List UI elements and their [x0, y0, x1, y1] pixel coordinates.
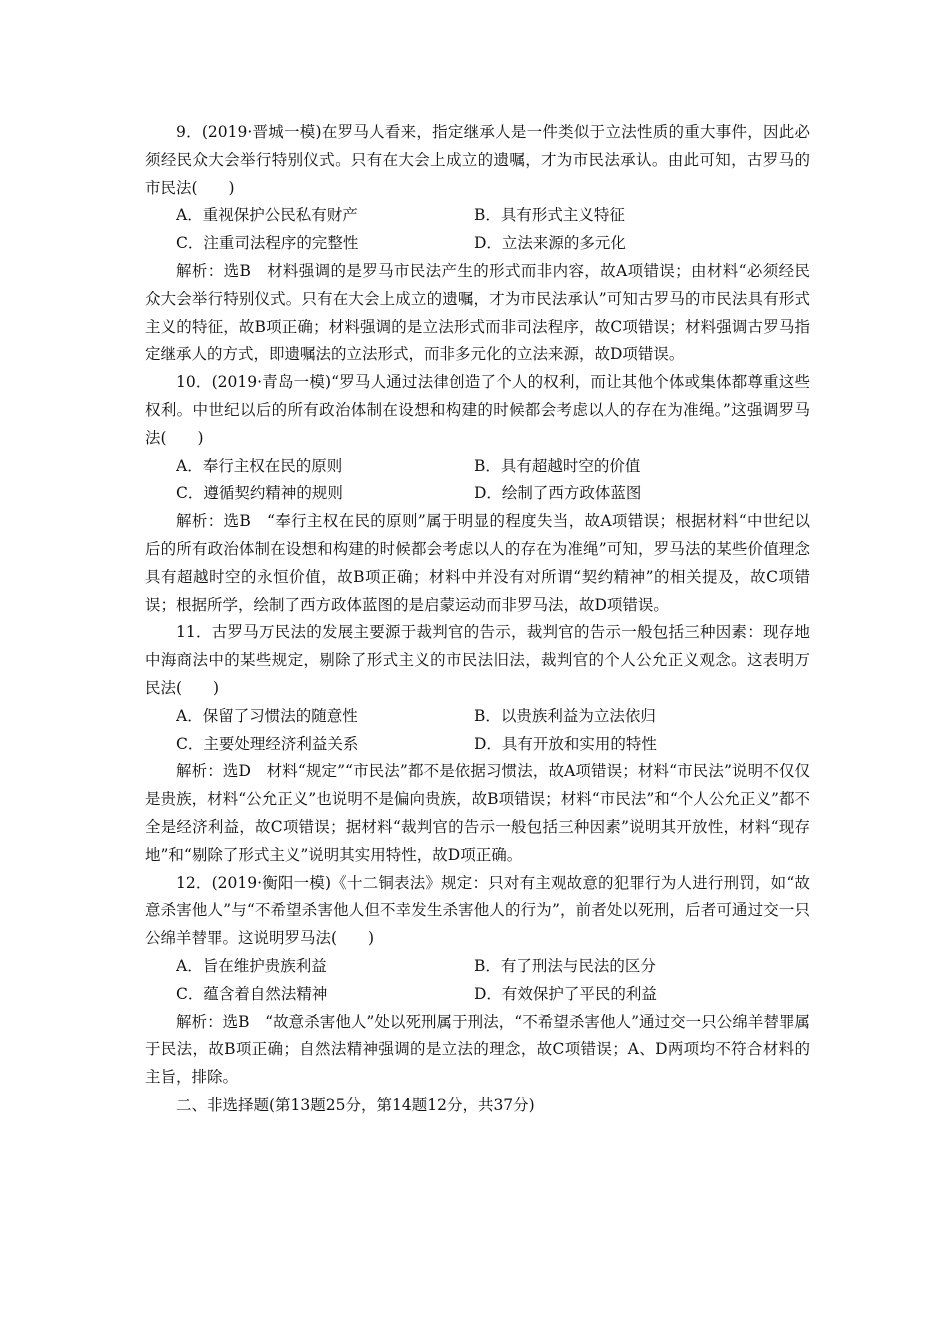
option-d: D．立法来源的多元化 — [474, 234, 626, 253]
option-c: C．主要处理经济利益关系 — [176, 734, 359, 753]
question-stem: 9．(2019·晋城一模)在罗马人看来，指定继承人是一件类似于立法性质的重大事件，因此必须经民众大会举行特别仪式。只有在大会上成立的遗嘱，才为市民法承认。由此可知，古罗马的市民法( ) — [145, 123, 810, 197]
option-b: B．具有超越时空的价值 — [474, 456, 641, 475]
question-stem: 10．(2019·青岛一模)“罗马人通过法律创造了个人的权利，而让其他个体或集体都尊重这些权利。中世纪以后的所有政治体制在设想和构建的时候都会考虑以人的存在为准绳。”这强调罗马法( ) — [145, 373, 810, 447]
answer-analysis: 解析：选B “故意杀害他人”处以死刑属于刑法，“不希望杀害他人”通过交一只公绵羊替罪属于民法，故B项正确；自然法精神强调的是立法的理念，故C项错误；A、D两项均不符合材料的主旨，排除。 — [145, 1012, 810, 1087]
option-c: C．遵循契约精神的规则 — [176, 484, 343, 503]
answer-options — [145, 202, 810, 258]
option-a: A．保留了习惯法的随意性 — [176, 706, 358, 725]
answer-options — [145, 953, 810, 1009]
option-d: D．绘制了西方政体蓝图 — [474, 484, 642, 503]
option-a: A．重视保护公民私有财产 — [176, 206, 358, 225]
option-d: D．有效保护了平民的利益 — [474, 984, 657, 1003]
option-b: B．有了刑法与民法的区分 — [474, 956, 656, 975]
section-heading: 二、非选择题(第13题25分，第14题12分，共37分) — [176, 1095, 535, 1114]
answer-analysis: 解析：选D 材料“规定”“市民法”都不是依据习惯法，故A项错误；材料“市民法”说明不仅仅是贵族，材料“公允正义”也说明不是偏向贵族，故B项错误；材料“市民法”和“个人公允正义”都不全是经济利益，故C项错误；据材料“裁判官的告示一般包括三种因素”说明其开放性，材料“现存地”和“剔除了形式主义”说明其实用特性，故D项正确。 — [145, 762, 810, 864]
question-10 — [145, 369, 810, 619]
option-c: C．注重司法程序的完整性 — [176, 234, 359, 253]
option-b: B．具有形式主义特征 — [474, 206, 625, 225]
option-d: D．具有开放和实用的特性 — [474, 734, 657, 753]
question-12 — [145, 870, 810, 1092]
answer-analysis: 解析：选B 材料强调的是罗马市民法产生的形式而非内容，故A项错误；由材料“必须经民众大会举行特别仪式。只有在大会上成立的遗嘱，才为市民法承认”可知古罗马的市民法具有形式主义的特征，故B项正确；材料强调的是立法形式而非司法程序，故C项错误；材料强调古罗马指定继承人的方式，即遗嘱法的立法形式，而非多元化的立法来源，故D项错误。 — [145, 261, 810, 364]
question-stem: 12．(2019·衡阳一模)《十二铜表法》规定：只对有主观故意的犯罪行为人进行刑罚，如“故意杀害他人”与“不希望杀害他人但不幸发生杀害他人的行为”，前者处以死刑，后者可通过交一只公绵羊替罪。这说明罗马法( ) — [145, 873, 810, 948]
option-a: A．奉行主权在民的原则 — [176, 456, 343, 475]
answer-options — [145, 453, 810, 509]
question-9 — [145, 119, 810, 369]
option-a: A．旨在维护贵族利益 — [176, 956, 327, 975]
answer-options — [145, 703, 810, 759]
question-11 — [145, 619, 810, 869]
option-b: B．以贵族利益为立法依归 — [474, 706, 656, 725]
answer-analysis: 解析：选B “奉行主权在民的原则”属于明显的程度失当，故A项错误；根据材料“中世纪以后的所有政治体制在设想和构建的时候都会考虑以人的存在为准绳”可知，罗马法的某些价值理念具有超越时空的永恒价值，故B项正确；材料中并没有对所谓“契约精神”的相关提及，故C项错误；根据所学，绘制了西方政体蓝图的是启蒙运动而非罗马法，故D项错误。 — [145, 512, 810, 614]
option-c: C．蕴含着自然法精神 — [176, 984, 328, 1003]
question-stem: 11．古罗马万民法的发展主要源于裁判官的告示，裁判官的告示一般包括三种因素：现存地中海商法中的某些规定，剔除了形式主义的市民法旧法，裁判官的个人公允正义观念。这表明万民法( ) — [145, 623, 810, 697]
page-content — [145, 119, 810, 1120]
